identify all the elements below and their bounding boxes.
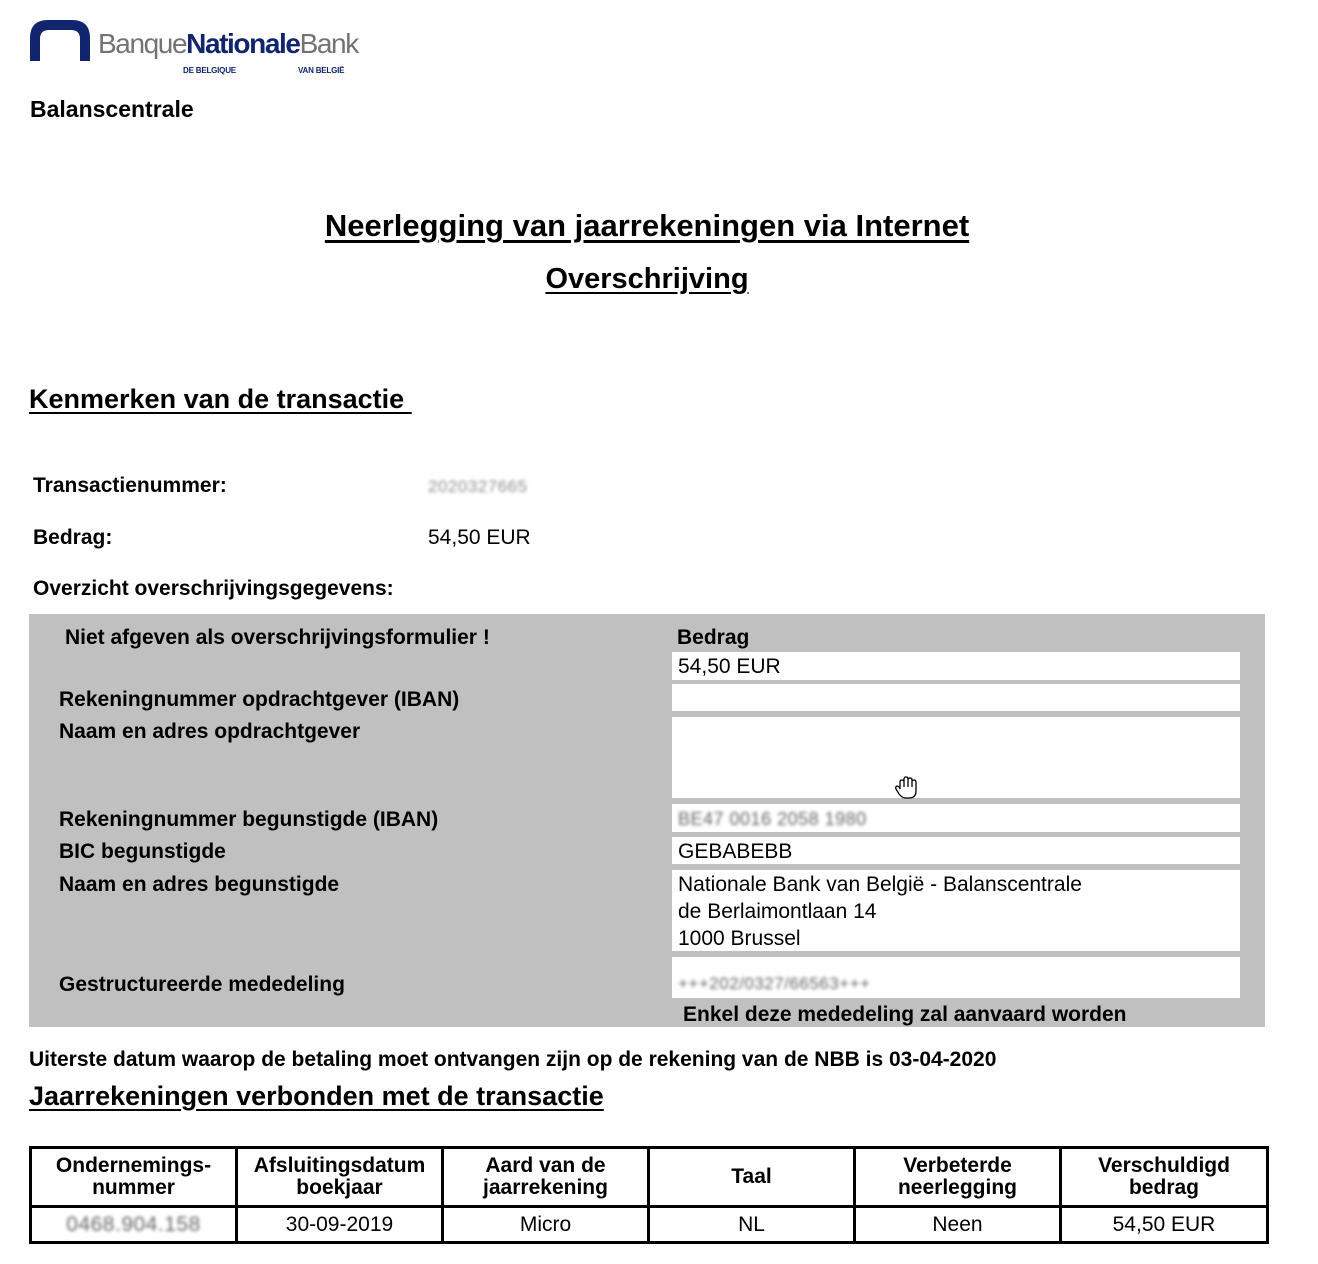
- cell-account-type: Micro: [443, 1207, 649, 1243]
- payer-name-label: Naam en adres opdrachtgever: [59, 720, 361, 743]
- payer-iban-label: Rekeningnummer opdrachtgever (IBAN): [59, 688, 460, 711]
- bic-value: GEBABEBB: [678, 840, 793, 863]
- beneficiary-address-line: de Berlaimontlaan 14: [678, 900, 877, 923]
- document-title: Neerlegging van jaarrekeningen via Internet: [324, 208, 970, 243]
- amount-label: Bedrag:: [33, 526, 113, 549]
- amount-box-value: 54,50 EUR: [678, 655, 781, 678]
- transfer-panel: [29, 614, 1265, 1027]
- structured-message-label: Gestructureerde mededeling: [59, 973, 345, 996]
- document-subtitle: Overschrijving: [545, 263, 749, 295]
- transaction-number-label: Transactienummer:: [33, 474, 227, 497]
- col-header-closing-date: Afsluitingsdatum boekjaar: [237, 1148, 443, 1207]
- structured-message-box: [672, 957, 1240, 998]
- amount-box: [672, 652, 1240, 680]
- cell-language: NL: [649, 1207, 855, 1243]
- beneficiary-name-line: Nationale Bank van België - Balanscentrale: [678, 873, 1082, 896]
- logo-sub-left: DE BELGIQUE: [183, 66, 236, 75]
- warning-text: Niet afgeven als overschrijvingsformulier !: [65, 626, 490, 649]
- overview-label: Overzicht overschrijvingsgegevens:: [33, 577, 394, 600]
- col-header-company-number: Ondernemings- nummer: [31, 1148, 237, 1207]
- logo-wordmark: BanqueNationaleBank: [98, 28, 358, 59]
- cell-corrected-filing: Neen: [855, 1207, 1061, 1243]
- col-header-corrected-filing: Verbeterde neerlegging: [855, 1148, 1061, 1207]
- structured-message-note: Enkel deze mededeling zal aanvaard worden: [683, 1003, 1127, 1026]
- accounts-section-title: Jaarrekeningen verbonden met de transactie: [29, 1081, 604, 1111]
- payer-name-box: [672, 717, 1240, 798]
- hand-cursor-icon: [894, 775, 920, 801]
- payment-deadline: Uiterste datum waarop de betaling moet ontvangen zijn op de rekening van de NBB is 03-04-2020: [29, 1048, 997, 1071]
- table-header-row: [31, 1148, 1268, 1207]
- col-header-amount-due: Verschuldigd bedrag: [1061, 1148, 1268, 1207]
- logo-sub-right: VAN BELGIË: [298, 66, 345, 75]
- transaction-number-value: 2020327665: [428, 477, 528, 496]
- cell-amount-due: 54,50 EUR: [1061, 1207, 1268, 1243]
- department-name: Balanscentrale: [30, 96, 194, 122]
- cell-closing-date: 30-09-2019: [237, 1207, 443, 1243]
- transaction-section-title: Kenmerken van de transactie: [29, 384, 412, 414]
- col-header-account-type: Aard van de jaarrekening: [443, 1148, 649, 1207]
- beneficiary-iban-box: [672, 804, 1240, 832]
- beneficiary-name-box: [672, 870, 1240, 951]
- beneficiary-iban-label: Rekeningnummer begunstigde (IBAN): [59, 808, 439, 831]
- table-row: [31, 1207, 1268, 1243]
- cell-company-number: 0468.904.158: [31, 1207, 237, 1243]
- beneficiary-city-line: 1000 Brussel: [678, 927, 801, 950]
- amount-value: 54,50 EUR: [428, 526, 531, 549]
- amount-header: Bedrag: [677, 626, 750, 649]
- structured-message-value: +++202/0327/66563+++: [678, 974, 871, 993]
- beneficiary-name-label: Naam en adres begunstigde: [59, 873, 340, 896]
- beneficiary-iban-value: BE47 0016 2058 1980: [678, 809, 867, 829]
- payer-iban-box: [672, 684, 1240, 711]
- accounts-table: [29, 1146, 1269, 1244]
- col-header-language: Taal: [649, 1148, 855, 1207]
- bic-label: BIC begunstigde: [59, 840, 226, 863]
- bic-box: [672, 837, 1240, 864]
